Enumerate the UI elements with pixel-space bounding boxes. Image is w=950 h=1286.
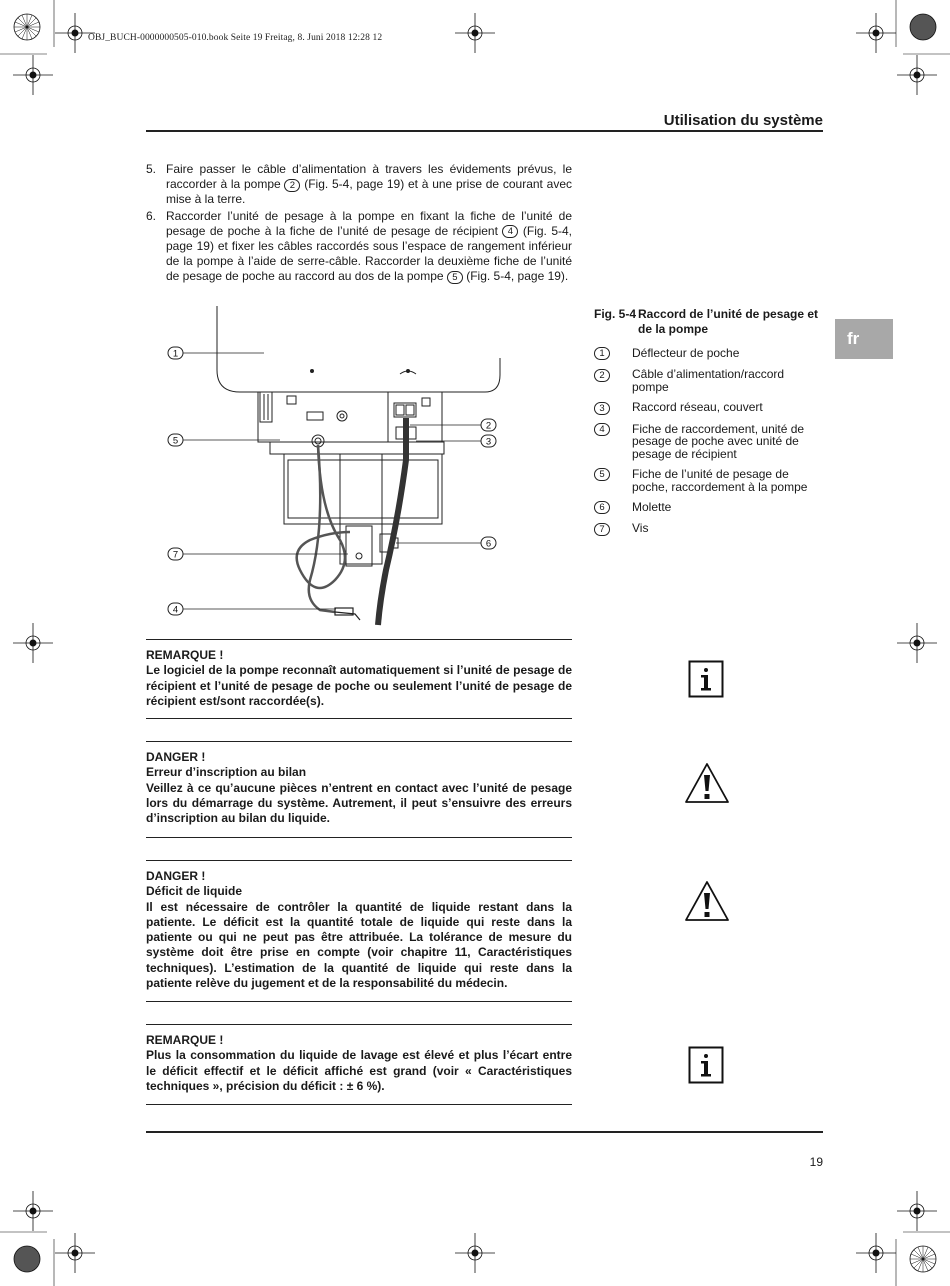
- callout-1: [168, 347, 183, 360]
- language-tab: fr: [835, 319, 893, 359]
- notice-subtitle: Déficit de liquide: [146, 884, 243, 899]
- figure-title: Raccord de l’unité de pesage et de la pompe: [638, 307, 819, 336]
- notice-label: REMARQUE !: [146, 1033, 224, 1047]
- figure-number: Fig. 5-4: [594, 307, 637, 321]
- step-item: [146, 162, 572, 208]
- notice-subtitle: Erreur d’inscription au bilan: [146, 765, 307, 780]
- figure-heading: [594, 307, 824, 337]
- legend-text: Vis: [632, 521, 649, 536]
- section-title: Utilisation du système: [663, 112, 823, 129]
- legend-item: [594, 423, 824, 461]
- svg-text:4: 4: [172, 604, 179, 616]
- info-icon: [688, 660, 724, 698]
- legend-item: [594, 468, 824, 493]
- svg-text:2: 2: [485, 420, 492, 432]
- header-rule: [146, 130, 823, 132]
- callout-6: [481, 537, 496, 550]
- callout-3: [481, 435, 496, 448]
- callout-ref: 5: [447, 271, 463, 284]
- legend-number: 6: [594, 501, 610, 514]
- notice-label: DANGER !: [146, 869, 206, 883]
- step-text: (Fig. 5-4, page 19).: [462, 269, 569, 284]
- legend-number: 1: [594, 347, 610, 360]
- callout-ref: 4: [502, 225, 518, 238]
- step-text: Faire passer le câble d’alimentation à travers les évidements prévus, le raccorder à la pompe: [166, 162, 572, 192]
- svg-text:1: 1: [172, 348, 179, 360]
- legend-text: Câble d’alimentation/raccord pompe: [632, 367, 785, 394]
- figure-legend: [594, 347, 824, 536]
- pump-connection-illustration: [160, 300, 520, 630]
- step-text: (Fig. 5-4, page 19) et fixer les câbles raccordés sous l’espace de rangement inférieur de la pompe à l’aide de serre-câble. Raccorder la deuxième fiche de l’unité de pesage de poche au raccord au dos de la pompe: [166, 223, 572, 284]
- legend-text: Molette: [632, 500, 672, 515]
- legend-number: 4: [594, 423, 610, 436]
- step-number: 5.: [146, 162, 157, 176]
- notice-body: Il est nécessaire de contrôler la quantité de liquide restant dans la patiente. Le déficit est la quantité totale de liquide qui reste dans la patiente ou qui ne peut pas être attribuée. La tolérance de mesure du système doit être prise en compte (voir chapitre 11, Caractéristiques techniques). L’estimation de la quantité de liquide qui reste dans la patiente relève du jugement et de la responsabilité du médecin.: [146, 899, 572, 991]
- warning-icon: [684, 880, 730, 922]
- footer-rule: [146, 1131, 823, 1133]
- print-slug: OBJ_BUCH-0000000505-010.book Seite 19 Freitag, 8. Juni 2018 12:28 12: [88, 33, 383, 43]
- callout-ref: 2: [284, 179, 300, 192]
- legend-item: [594, 368, 824, 393]
- callout-5: [168, 434, 183, 447]
- step-number: 6.: [146, 208, 157, 223]
- notice-body: Plus la consommation du liquide de lavage est élevé et plus l’écart entre le déficit effectif et le déficit affiché est grand (voir « Caractéristiques techniques », précision du déficit : ± 6 %).: [146, 1048, 572, 1093]
- legend-number: 7: [594, 523, 610, 536]
- step-text: Raccorder l’unité de pesage à la pompe en fixant la fiche de l’unité de pesage de poche à la fiche de l’unité de pesage de récipient: [166, 208, 572, 238]
- legend-text: Raccord réseau, couvert: [632, 400, 763, 415]
- legend-number: 5: [594, 468, 610, 481]
- danger-box: [146, 860, 572, 1002]
- legend-item: [594, 522, 824, 535]
- svg-text:3: 3: [485, 436, 492, 448]
- svg-text:5: 5: [172, 435, 179, 447]
- legend-item: [594, 401, 824, 414]
- legend-number: 3: [594, 402, 610, 415]
- svg-text:6: 6: [485, 538, 492, 550]
- figure-caption: [594, 307, 824, 544]
- callout-7: [168, 548, 183, 561]
- legend-text: Déflecteur de poche: [632, 346, 740, 360]
- step-item: [146, 209, 572, 285]
- notice-label: REMARQUE !: [146, 648, 224, 662]
- danger-box: [146, 741, 572, 838]
- step-text: (Fig. 5-4, page 19) et à une prise de courant avec mise à la terre.: [166, 177, 572, 207]
- callout-4: [168, 603, 183, 616]
- callout-2: [481, 419, 496, 432]
- legend-number: 2: [594, 369, 610, 382]
- legend-item: [594, 501, 824, 514]
- legend-text: Fiche de raccordement, unité de pesage de poche avec unité de pesage de récipient: [632, 421, 805, 461]
- page-number: 19: [809, 1155, 823, 1169]
- notice-body: Veillez à ce qu’aucune pièces n’entrent en contact avec l’unité de pesage lors du démarrage du système. Autrement, il peut s’ensuivre des erreurs d’inscription au bilan du liquide.: [146, 780, 572, 826]
- legend-text: Fiche de l’unité de pesage de poche, raccordement à la pompe: [632, 467, 808, 494]
- warning-icon: [684, 762, 730, 804]
- notice-body: Le logiciel de la pompe reconnaît automatiquement si l’unité de pesage de récipient et l’unité de pesage de poche ou seulement l’unité de pesage de récipient est/sont raccordée(s).: [146, 663, 572, 708]
- instruction-steps: [146, 162, 572, 286]
- notice-box: [146, 639, 572, 719]
- info-icon: [688, 1046, 724, 1084]
- notice-box: [146, 1024, 572, 1105]
- legend-item: [594, 347, 824, 360]
- notice-label: DANGER !: [146, 750, 206, 764]
- svg-text:7: 7: [172, 549, 179, 561]
